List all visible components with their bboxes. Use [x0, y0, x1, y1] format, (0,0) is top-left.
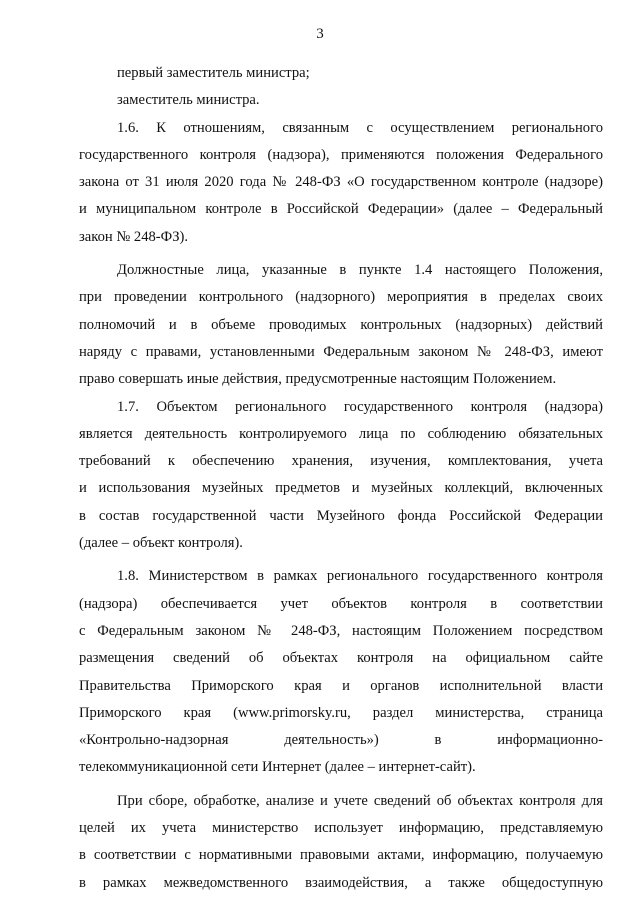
text-line: с Федеральным законом № 248-ФЗ, настоящим Положением посредством [79, 622, 603, 639]
text-line: требований к обеспечению хранения, изучения, комплектования, учета [79, 453, 603, 470]
text-line: и использования музейных предметов и музейных коллекций, включенных [79, 480, 603, 497]
text-line: размещения сведений об объектах контроля на официальном сайте [79, 650, 603, 667]
text-line: и муниципальном контроле в Российской Федерации» (далее – Федеральный [79, 201, 603, 218]
text-line: в состав государственной части Музейного фонда Российской Федерации [79, 507, 603, 524]
text-line: в соответствии с нормативными правовыми актами, информацию, получаемую [79, 847, 603, 864]
text-line: При сборе, обработке, анализе и учете сведений об объектах контроля для [117, 792, 603, 809]
text-line: в рамках межведомственного взаимодействия, а также общедоступную [79, 874, 603, 891]
text-line: закона от 31 июля 2020 года № 248-ФЗ «О государственном контроле (надзоре) [79, 174, 603, 191]
text-line: Должностные лица, указанные в пункте 1.4 настоящего Положения, [117, 262, 603, 279]
text-line: 1.8. Министерством в рамках регионального государственного контроля [117, 568, 603, 585]
text-line: целей их учета министерство использует информацию, представляемую [79, 820, 603, 837]
text-line: 1.6. К отношениям, связанным с осуществлением регионального [117, 119, 603, 136]
text-line: право совершать иные действия, предусмотренные настоящим Положением. [79, 371, 557, 388]
document-body [79, 60, 603, 897]
text-line: Приморского края (www.primorsky.ru, раздел министерства, страница [79, 704, 603, 721]
page-number: 3 [316, 26, 324, 42]
text-line: является деятельность контролируемого лица по соблюдению обязательных [79, 425, 603, 442]
text-line: государственного контроля (надзора), применяются положения Федерального [79, 146, 603, 163]
text-line: Правительства Приморского края и органов исполнительной власти [79, 677, 603, 694]
text-line: полномочий и в объеме проводимых контрольных (надзорных) действий [79, 316, 603, 333]
text-line: при проведении контрольного (надзорного) мероприятия в пределах своих [79, 289, 603, 306]
text-line: заместитель министра. [117, 92, 260, 109]
text-line: первый заместитель министра; [117, 65, 310, 81]
text-line: наряду с правами, установленными Федеральным законом № 248-ФЗ, имеют [79, 343, 603, 360]
text-line: «Контрольно-надзорная деятельность») в информационно- [79, 732, 603, 749]
text-line: (надзора) обеспечивается учет объектов контроля в соответствии [79, 595, 603, 612]
text-line: 1.7. Объектом регионального государственного контроля (надзора) [117, 398, 603, 415]
text-line: (далее – объект контроля). [79, 535, 243, 552]
text-line: закон № 248-ФЗ). [79, 228, 189, 245]
text-line: телекоммуникационной сети Интернет (далее – интернет-сайт). [79, 759, 476, 776]
